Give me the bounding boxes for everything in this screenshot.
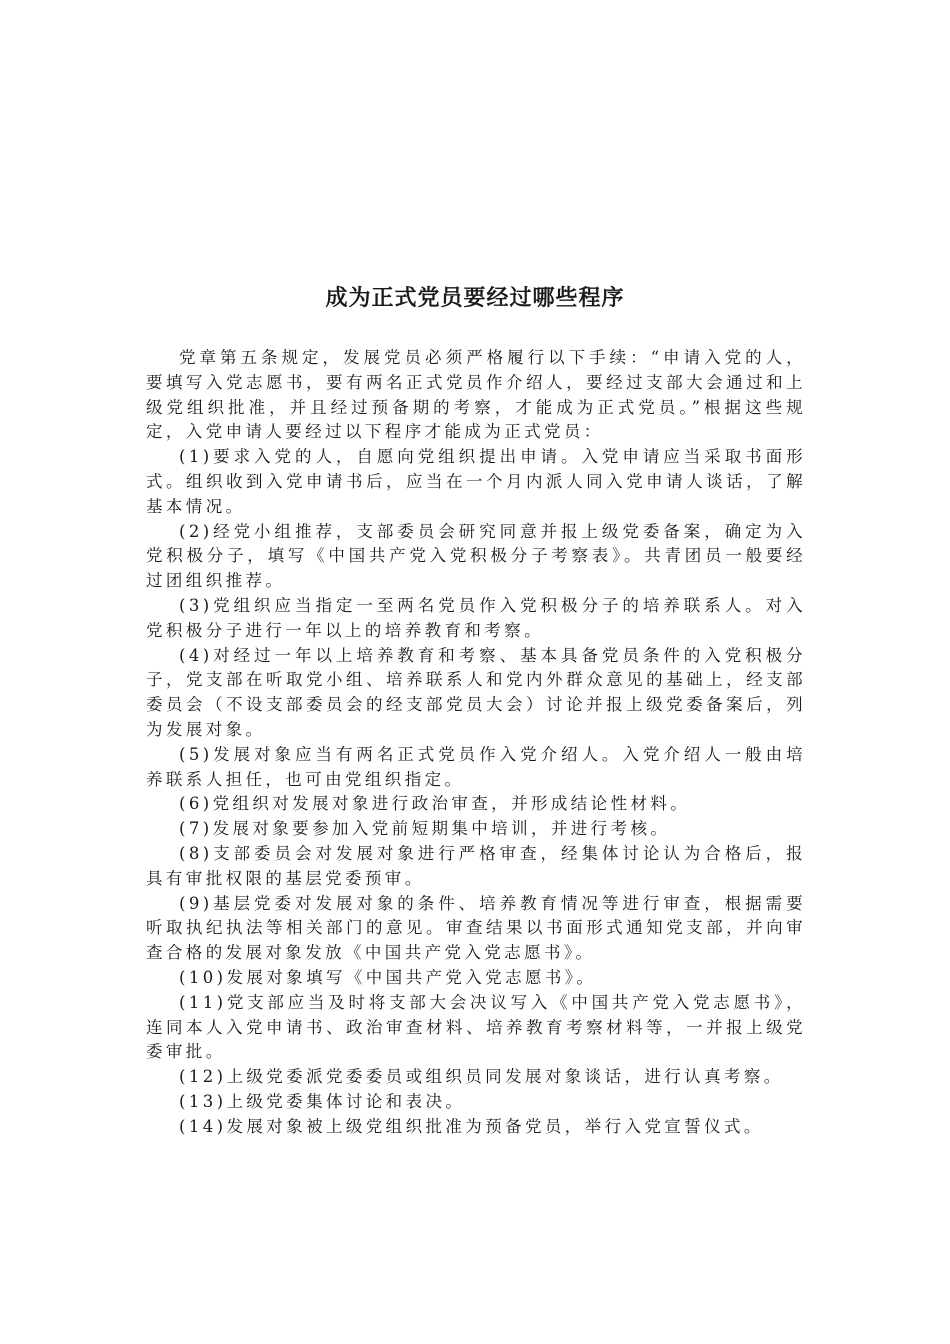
procedure-step-11: (11)党支部应当及时将支部大会决议写入《中国共产党入党志愿书》，连同本人入党申请书、政治审查材料、培养教育考察材料等，一并报上级党委审批。 — [146, 992, 806, 1062]
procedure-step-2: (2)经党小组推荐，支部委员会研究同意并报上级党委备案，确定为入党积极分子，填写《中国共产党入党积极分子考察表》。共青团员一般要经过团组织推荐。 — [146, 521, 806, 591]
intro-paragraph: 党章第五条规定，发展党员必须严格履行以下手续：“申请入党的人，要填写入党志愿书，要有两名正式党员作介绍人，要经过支部大会通过和上级党组织批准，并且经过预备期的考察，才能成为正式党员。”根据这些规定，入党申请人要经过以下程序才能成为正式党员： — [146, 348, 806, 442]
document-title: 成为正式党员要经过哪些程序 — [325, 286, 625, 311]
procedure-step-8: (8)支部委员会对发展对象进行严格审查，经集体讨论认为合格后，报具有审批权限的基层党委预审。 — [146, 843, 806, 888]
procedure-step-14: (14)发展对象被上级党组织批准为预备党员，举行入党宣誓仪式。 — [179, 1116, 764, 1136]
procedure-step-10: (10)发展对象填写《中国共产党入党志愿书》。 — [179, 967, 597, 987]
procedure-step-7: (7)发展对象要参加入党前短期集中培训，并进行考核。 — [179, 819, 671, 839]
procedure-step-6: (6)党组织对发展对象进行政治审查，并形成结论性材料。 — [179, 794, 691, 814]
document-body — [146, 346, 806, 1140]
procedure-step-13: (13)上级党委集体讨论和表决。 — [179, 1091, 466, 1111]
procedure-step-4: (4)对经过一年以上培养教育和考察、基本具备党员条件的入党积极分子，党支部在听取党小组、培养联系人和党内外群众意见的基础上，经支部委员会（不设支部委员会的经支部党员大会）讨论并报上级党委备案后，列为发展对象。 — [146, 645, 806, 739]
procedure-step-3: (3)党组织应当指定一至两名党员作入党积极分子的培养联系人。对入党积极分子进行一年以上的培养教育和考察。 — [146, 595, 806, 640]
procedure-step-9: (9)基层党委对发展对象的条件、培养教育情况等进行审查，根据需要听取执纪执法等相关部门的意见。审查结果以书面形式通知党支部，并向审查合格的发展对象发放《中国共产党入党志愿书》。 — [146, 893, 806, 963]
procedure-step-5: (5)发展对象应当有两名正式党员作入党介绍人。入党介绍人一般由培养联系人担任，也可由党组织指定。 — [146, 744, 806, 789]
procedure-step-12: (12)上级党委派党委委员或组织员同发展对象谈话，进行认真考察。 — [179, 1067, 784, 1087]
procedure-step-1: (1)要求入党的人，自愿向党组织提出申请。入党申请应当采取书面形式。组织收到入党申请书后，应当在一个月内派人同入党申请人谈话，了解基本情况。 — [146, 447, 806, 516]
